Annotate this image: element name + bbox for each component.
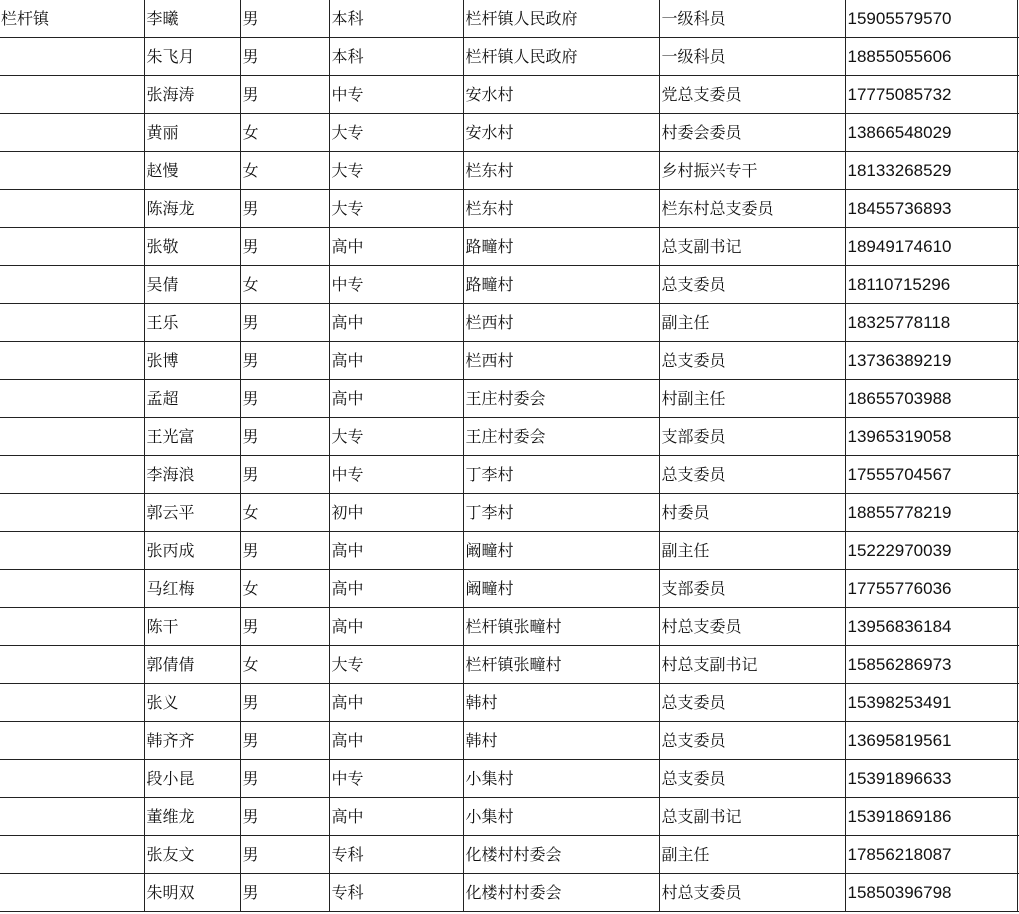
name-cell[interactable]: 朱飞月: [144, 38, 240, 76]
position-cell[interactable]: 支部委员: [659, 570, 845, 608]
unit-cell[interactable]: 栏东村: [463, 190, 659, 228]
gender-cell[interactable]: 男: [240, 304, 329, 342]
name-cell[interactable]: 张海涛: [144, 76, 240, 114]
position-cell[interactable]: 党总支委员: [659, 76, 845, 114]
education-cell[interactable]: 高中: [329, 570, 463, 608]
table-row: [0, 418, 1019, 456]
unit-cell[interactable]: 路疃村: [463, 228, 659, 266]
education-cell[interactable]: 高中: [329, 798, 463, 836]
table-row: [0, 532, 1019, 570]
table-row: [0, 684, 1019, 722]
unit-cell[interactable]: 栏杆镇张疃村: [463, 646, 659, 684]
town-cell[interactable]: [0, 684, 144, 722]
phone-cell[interactable]: 15391869186: [845, 798, 1017, 836]
position-cell[interactable]: 总支委员: [659, 722, 845, 760]
town-cell[interactable]: [0, 722, 144, 760]
position-cell[interactable]: 副主任: [659, 532, 845, 570]
name-cell[interactable]: 王光富: [144, 418, 240, 456]
gender-cell[interactable]: 男: [240, 228, 329, 266]
table-row: [0, 76, 1019, 114]
position-cell[interactable]: 副主任: [659, 836, 845, 874]
education-cell[interactable]: 大专: [329, 114, 463, 152]
position-cell[interactable]: 村副主任: [659, 380, 845, 418]
education-cell[interactable]: 专科: [329, 874, 463, 912]
table-row: [0, 646, 1019, 684]
phone-cell[interactable]: 15850396798: [845, 874, 1017, 912]
gender-cell[interactable]: 男: [240, 608, 329, 646]
unit-cell[interactable]: 化楼村村委会: [463, 874, 659, 912]
education-cell[interactable]: 高中: [329, 608, 463, 646]
phone-cell[interactable]: 13965319058: [845, 418, 1017, 456]
town-cell[interactable]: 栏杆镇: [0, 0, 144, 38]
town-cell[interactable]: [0, 190, 144, 228]
position-cell[interactable]: 支部委员: [659, 418, 845, 456]
phone-cell[interactable]: 18110715296: [845, 266, 1017, 304]
unit-cell[interactable]: 阚疃村: [463, 570, 659, 608]
education-cell[interactable]: 大专: [329, 418, 463, 456]
town-cell[interactable]: [0, 456, 144, 494]
name-cell[interactable]: 黄丽: [144, 114, 240, 152]
name-cell[interactable]: 赵慢: [144, 152, 240, 190]
table-row: [0, 304, 1019, 342]
name-cell[interactable]: 李曦: [144, 0, 240, 38]
table-row: [0, 0, 1019, 38]
name-cell[interactable]: 郭云平: [144, 494, 240, 532]
table-row: [0, 494, 1019, 532]
position-cell[interactable]: 总支委员: [659, 456, 845, 494]
name-cell[interactable]: 马红梅: [144, 570, 240, 608]
education-cell[interactable]: 大专: [329, 152, 463, 190]
unit-cell[interactable]: 阚疃村: [463, 532, 659, 570]
name-cell[interactable]: 郭倩倩: [144, 646, 240, 684]
town-cell[interactable]: [0, 38, 144, 76]
gender-cell[interactable]: 男: [240, 722, 329, 760]
town-cell[interactable]: [0, 228, 144, 266]
name-cell[interactable]: 韩齐齐: [144, 722, 240, 760]
table-row: [0, 570, 1019, 608]
name-cell[interactable]: 王乐: [144, 304, 240, 342]
education-cell[interactable]: 高中: [329, 722, 463, 760]
phone-cell[interactable]: 15398253491: [845, 684, 1017, 722]
unit-cell[interactable]: 路疃村: [463, 266, 659, 304]
position-cell[interactable]: 村总支委员: [659, 608, 845, 646]
position-cell[interactable]: 总支副书记: [659, 798, 845, 836]
education-cell[interactable]: 中专: [329, 266, 463, 304]
position-cell[interactable]: 副主任: [659, 304, 845, 342]
unit-cell[interactable]: 栏杆镇人民政府: [463, 0, 659, 38]
gender-cell[interactable]: 男: [240, 532, 329, 570]
phone-cell[interactable]: 17856218087: [845, 836, 1017, 874]
unit-cell[interactable]: 栏杆镇张疃村: [463, 608, 659, 646]
gender-cell[interactable]: 女: [240, 494, 329, 532]
table-row: [0, 456, 1019, 494]
table-row: [0, 380, 1019, 418]
unit-cell[interactable]: 丁李村: [463, 494, 659, 532]
unit-cell[interactable]: 栏杆镇人民政府: [463, 38, 659, 76]
position-cell[interactable]: 村委会委员: [659, 114, 845, 152]
gender-cell[interactable]: 女: [240, 570, 329, 608]
unit-cell[interactable]: 栏东村: [463, 152, 659, 190]
name-cell[interactable]: 董维龙: [144, 798, 240, 836]
unit-cell[interactable]: 小集村: [463, 798, 659, 836]
education-cell[interactable]: 高中: [329, 342, 463, 380]
education-cell[interactable]: 大专: [329, 190, 463, 228]
phone-cell[interactable]: 18855055606: [845, 38, 1017, 76]
position-cell[interactable]: 总支委员: [659, 266, 845, 304]
table-row: [0, 266, 1019, 304]
position-cell[interactable]: 村总支副书记: [659, 646, 845, 684]
table-row: [0, 722, 1019, 760]
name-cell[interactable]: 陈海龙: [144, 190, 240, 228]
town-cell[interactable]: [0, 76, 144, 114]
name-cell[interactable]: 陈干: [144, 608, 240, 646]
table-row: [0, 798, 1019, 836]
gender-cell[interactable]: 男: [240, 836, 329, 874]
position-cell[interactable]: 村总支委员: [659, 874, 845, 912]
unit-cell[interactable]: 小集村: [463, 760, 659, 798]
gender-cell[interactable]: 男: [240, 418, 329, 456]
education-cell[interactable]: 高中: [329, 380, 463, 418]
town-cell[interactable]: [0, 266, 144, 304]
gender-cell[interactable]: 男: [240, 874, 329, 912]
town-cell[interactable]: [0, 114, 144, 152]
gender-cell[interactable]: 女: [240, 266, 329, 304]
education-cell[interactable]: 高中: [329, 532, 463, 570]
town-cell[interactable]: [0, 798, 144, 836]
education-cell[interactable]: 初中: [329, 494, 463, 532]
table-row: [0, 190, 1019, 228]
unit-cell[interactable]: 安水村: [463, 114, 659, 152]
phone-cell[interactable]: 18133268529: [845, 152, 1017, 190]
phone-cell[interactable]: 18325778118: [845, 304, 1017, 342]
town-cell[interactable]: [0, 152, 144, 190]
phone-cell[interactable]: 13956836184: [845, 608, 1017, 646]
gender-cell[interactable]: 女: [240, 114, 329, 152]
table-row: [0, 342, 1019, 380]
town-cell[interactable]: [0, 760, 144, 798]
gender-cell[interactable]: 男: [240, 38, 329, 76]
gender-cell[interactable]: 男: [240, 684, 329, 722]
gender-cell[interactable]: 男: [240, 380, 329, 418]
phone-cell[interactable]: 13866548029: [845, 114, 1017, 152]
town-cell[interactable]: [0, 532, 144, 570]
name-cell[interactable]: 孟超: [144, 380, 240, 418]
name-cell[interactable]: 张敬: [144, 228, 240, 266]
phone-cell[interactable]: 15391896633: [845, 760, 1017, 798]
gender-cell[interactable]: 男: [240, 798, 329, 836]
unit-cell[interactable]: 韩村: [463, 684, 659, 722]
position-cell[interactable]: 栏东村总支委员: [659, 190, 845, 228]
name-cell[interactable]: 张博: [144, 342, 240, 380]
table-row: [0, 114, 1019, 152]
education-cell[interactable]: 专科: [329, 836, 463, 874]
phone-cell[interactable]: 17775085732: [845, 76, 1017, 114]
phone-cell[interactable]: 15856286973: [845, 646, 1017, 684]
town-cell[interactable]: [0, 836, 144, 874]
education-cell[interactable]: 高中: [329, 228, 463, 266]
phone-cell[interactable]: 17755776036: [845, 570, 1017, 608]
name-cell[interactable]: 吴倩: [144, 266, 240, 304]
education-cell[interactable]: 高中: [329, 304, 463, 342]
position-cell[interactable]: 一级科员: [659, 0, 845, 38]
town-cell[interactable]: [0, 570, 144, 608]
unit-cell[interactable]: 王庄村委会: [463, 380, 659, 418]
name-cell[interactable]: 朱明双: [144, 874, 240, 912]
unit-cell[interactable]: 栏西村: [463, 342, 659, 380]
town-cell[interactable]: [0, 646, 144, 684]
phone-cell[interactable]: 15905579570: [845, 0, 1017, 38]
town-cell[interactable]: [0, 874, 144, 912]
unit-cell[interactable]: 王庄村委会: [463, 418, 659, 456]
name-cell[interactable]: 段小昆: [144, 760, 240, 798]
gender-cell[interactable]: 女: [240, 152, 329, 190]
unit-cell[interactable]: 化楼村村委会: [463, 836, 659, 874]
gender-cell[interactable]: 女: [240, 646, 329, 684]
town-cell[interactable]: [0, 494, 144, 532]
education-cell[interactable]: 中专: [329, 456, 463, 494]
gender-cell[interactable]: 男: [240, 342, 329, 380]
phone-cell[interactable]: 13695819561: [845, 722, 1017, 760]
phone-cell[interactable]: 18949174610: [845, 228, 1017, 266]
education-cell[interactable]: 本科: [329, 0, 463, 38]
unit-cell[interactable]: 丁李村: [463, 456, 659, 494]
phone-cell[interactable]: 15222970039: [845, 532, 1017, 570]
position-cell[interactable]: 总支委员: [659, 342, 845, 380]
table-row: [0, 608, 1019, 646]
table-row: [0, 38, 1019, 76]
gender-cell[interactable]: 男: [240, 190, 329, 228]
table-row: [0, 760, 1019, 798]
position-cell[interactable]: 一级科员: [659, 38, 845, 76]
table-row: [0, 836, 1019, 874]
unit-cell[interactable]: 安水村: [463, 76, 659, 114]
name-cell[interactable]: 李海浪: [144, 456, 240, 494]
phone-cell[interactable]: 18855778219: [845, 494, 1017, 532]
name-cell[interactable]: 张丙成: [144, 532, 240, 570]
education-cell[interactable]: 中专: [329, 76, 463, 114]
gender-cell[interactable]: 男: [240, 0, 329, 38]
phone-cell[interactable]: 17555704567: [845, 456, 1017, 494]
phone-cell[interactable]: 13736389219: [845, 342, 1017, 380]
position-cell[interactable]: 村委员: [659, 494, 845, 532]
town-cell[interactable]: [0, 304, 144, 342]
table-row: [0, 228, 1019, 266]
table-row: [0, 874, 1019, 912]
gender-cell[interactable]: 男: [240, 456, 329, 494]
unit-cell[interactable]: 栏西村: [463, 304, 659, 342]
gender-cell[interactable]: 男: [240, 760, 329, 798]
town-cell[interactable]: [0, 342, 144, 380]
town-cell[interactable]: [0, 418, 144, 456]
position-cell[interactable]: 总支委员: [659, 684, 845, 722]
education-cell[interactable]: 中专: [329, 760, 463, 798]
town-cell[interactable]: [0, 608, 144, 646]
education-cell[interactable]: 高中: [329, 684, 463, 722]
position-cell[interactable]: 总支委员: [659, 760, 845, 798]
position-cell[interactable]: 乡村振兴专干: [659, 152, 845, 190]
town-cell[interactable]: [0, 380, 144, 418]
table-row: [0, 152, 1019, 190]
education-cell[interactable]: 本科: [329, 38, 463, 76]
position-cell[interactable]: 总支副书记: [659, 228, 845, 266]
name-cell[interactable]: 张义: [144, 684, 240, 722]
phone-cell[interactable]: 18655703988: [845, 380, 1017, 418]
phone-cell[interactable]: 18455736893: [845, 190, 1017, 228]
gender-cell[interactable]: 男: [240, 76, 329, 114]
name-cell[interactable]: 张友文: [144, 836, 240, 874]
unit-cell[interactable]: 韩村: [463, 722, 659, 760]
education-cell[interactable]: 大专: [329, 646, 463, 684]
